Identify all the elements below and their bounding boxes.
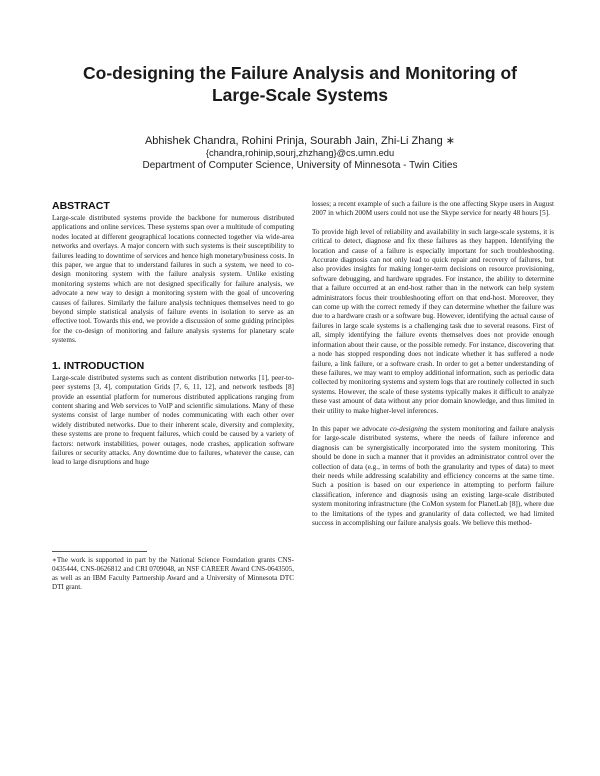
footnote-divider [52,551,147,552]
title-line-1: Co-designing the Failure Analysis and Monitoring of [83,63,517,83]
abstract-heading: ABSTRACT [52,200,110,212]
intro-paragraph-3-rest: the system monitoring and failure analysis for large-scale distributed systems, where the needs of failure inference and diagnosis can be synergistically incorporated into the system monitoring. This should be done in such a manner that it provides an administrator control over the collection of data (e.g., in terms of both the granularity and types of data) to meet their needs while addressing scalability and efficiency concerns at the same time. Such a position is based on our experience in attempting to perform failure classification, inference and diagnosis using an existing large-scale distributed system monitoring infrastructure (the CoMon system for PlanetLab [8]), where due to the limitations of the types and granularity of data collected, we had limited success in accomplishing our failure analysis goals. We believe this method- [312,424,554,527]
footnote-text: ∗The work is supported in part by the National Science Foundation grants CNS-0435444, CNS-0626812 and CRI 0709048, an NSF CAREER Award CNS-0643505, as well as an IBM Faculty Partnership Award and a University of Minnesota DTC DTI grant. [52,556,294,591]
right-column [312,200,554,528]
intro-paragraph-2: To provide high level of reliability and availability in such large-scale systems, it is critical to detect, diagnose and fix these failures as they happen. Identifying the location and cause of a failure is especially important for such troubleshooting. Accurate diagnosis can not only lead to quick repair and recovery of failures, but also provides insights for making longer-term decisions on resource provisioning, software debugging, and hardware upgrades. For instance, the ability to determine that a failure occurred at an end-host rather than in the network can help system administrators focus their troubleshooting effort on that end-host. Moreover, they can come up with the correct remedy if they can determine whether the failure was due to a hardware crash or a software bug. However, identifying the actual cause of failures in large scale systems is a challenging task due to several reasons. First of all, simply identifying the failure events themselves does not provide enough information about their cause, or the possible remedy. For instance, discovering that a node has stopped responding does not indicate whether it has suffered a node failure, a link failure, or a software crash. In order to get a better understanding of these failures, we may want to employ additional information, such as periodic data collected by monitoring systems and system logs that are routinely collected in such systems. However, the scale of these systems typically makes it difficult to analyze these vast amount of data without any prior domain knowledge, and thus limited in their utility to make higher-level inferences. [312,227,554,415]
author-block [60,134,540,172]
paper-title [60,62,540,106]
intro-paragraph-3-emphasis: co-designing [389,424,428,433]
author-emails: {chandra,rohinip,sourj,zhzhang}@cs.umn.edu [205,148,395,158]
abstract-text: Large-scale distributed systems provide the backbone for numerous distributed applications and online services. These systems span over a multitude of computing nodes located at different geographical locations connected together via wide-area networks and overlays. A major concern with such systems is their susceptibility to failures leading to downtime of services and hence high monetary/business costs. In this paper, we argue that to understand failures in such a system, we need to co-design monitoring system with the failure analysis system. Unlike existing monitoring systems which are not designed specifically for failure analysis, we advocate a new way to design a monitoring system with the goal of uncovering causes of failures. Similarly the failure analysis techniques themselves need to go beyond simple statistical analysis of failure events in isolation to serve as an effective tool. Towards this end, we provide a discussion of some guiding principles for the co-design of monitoring and failure analysis systems for planetary scale systems. [52,214,294,345]
intro-paragraph-1-continued: losses; a recent example of such a failure is the one affecting Skype users in August 2007 in which 200M users could not use the Skype service for nearly 48 hours [5]. [312,200,554,218]
intro-paragraph-3 [312,425,554,528]
left-column [52,200,294,468]
intro-paragraph-1: Large-scale distributed systems such as content distribution networks [1], peer-to-peer systems [3, 4], computation Grids [7, 6, 11, 12], and network testbeds [8] provide an essential platform for numerous distributed applications ranging from content sharing and Web services to VoIP and scientific simulations. Many of these systems consist of large number of nodes communicating with each other over widely distributed networks. Due to their inherent scale, diversity and complexity, these systems are prone to frequent failures, which could be caused by a variety of factors: network instabilities, power outages, node crashes, application software failures or security attacks. Any downtime due to failures, whatever the cause, can lead to large disruptions and huge [52,373,294,467]
intro-paragraph-3-start: In this paper we advocate [312,424,390,433]
author-affiliation: Department of Computer Science, University of Minnesota - Twin Cities [142,160,458,171]
title-line-2: Large-Scale Systems [211,85,389,105]
introduction-heading: 1. INTRODUCTION [52,359,145,372]
author-names: Abhishek Chandra, Rohini Prinja, Sourabh Jain, Zhi-Li Zhang ∗ [144,135,456,147]
